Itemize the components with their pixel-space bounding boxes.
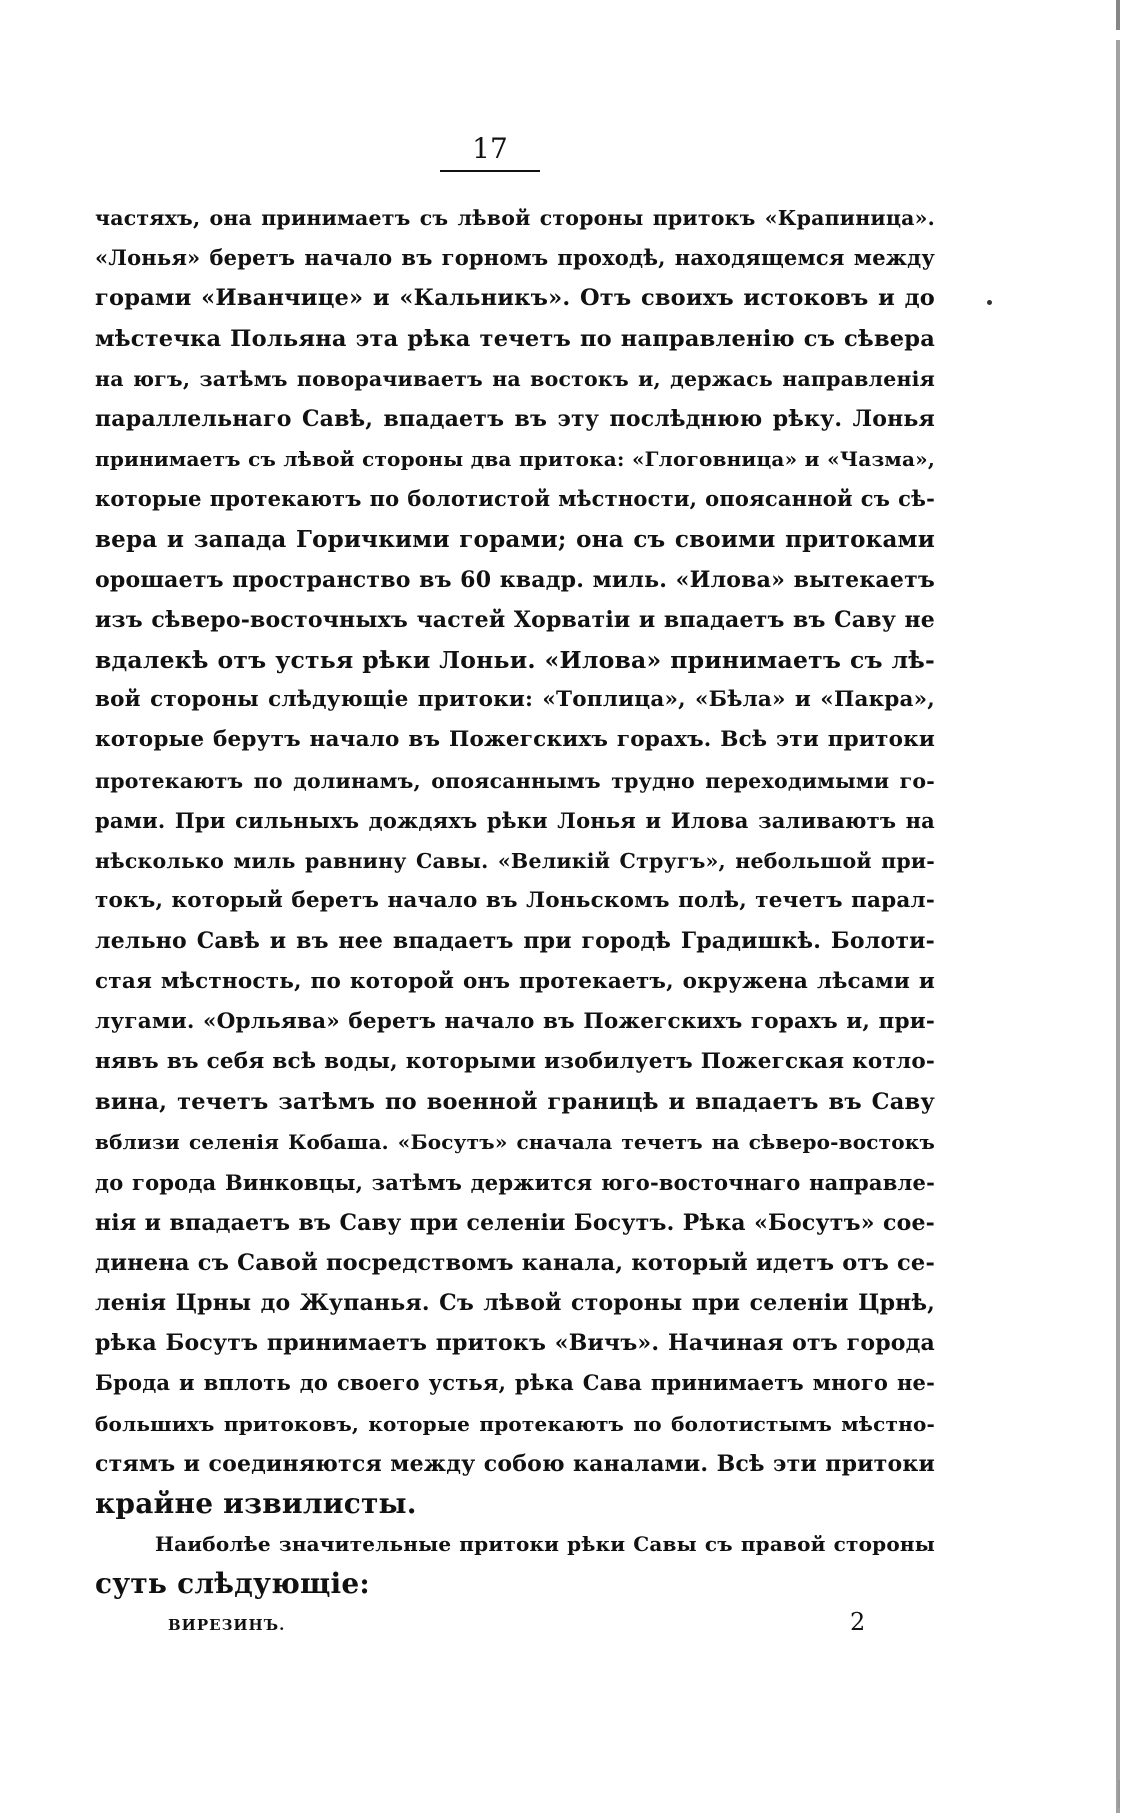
text-line: нѣсколько миль равнину Савы. «Великій Стругъ», небольшой при-	[95, 849, 935, 873]
text-line: принимаетъ съ лѣвой стороны два притока: «Глоговница» и «Чазма»,	[95, 447, 935, 472]
text-line: вблизи селенія Кобаша. «Босутъ» сначала течетъ на сѣверо-востокъ	[95, 1130, 935, 1155]
text-line: орошаетъ пространство въ 60 квадр. миль. «Илова» вытекаетъ	[95, 566, 935, 593]
text-line: ленія Црны до Жупанья. Съ лѣвой стороны при селеніи Црнѣ,	[95, 1290, 935, 1317]
text-line: мѣстечка Польяна эта рѣка течетъ по направленію съ сѣвера	[95, 325, 935, 352]
text-line: стая мѣстность, по которой онъ протекаетъ, окружена лѣсами и	[95, 968, 935, 994]
text-line: протекаютъ по долинамъ, опоясаннымъ трудно переходимыми го-	[95, 768, 935, 793]
text-line: «Лонья» беретъ начало въ горномъ проходѣ, находящемся между	[95, 245, 935, 271]
text-line: Брода и вплоть до своего устья, рѣка Сава принимаетъ много не-	[95, 1370, 935, 1396]
text-line: которые протекаютъ по болотистой мѣстности, опоясанной съ сѣ-	[95, 486, 935, 512]
text-line: стямъ и соединяются между собою каналами. Всѣ эти притоки	[95, 1450, 935, 1477]
text-line: вера и запада Горичкими горами; она съ своими притоками	[95, 525, 935, 553]
text-line: лельно Савѣ и въ нее впадаетъ при городѣ Градишкѣ. Болоти-	[95, 928, 935, 955]
text-line: крайне извилисты.	[95, 1487, 417, 1520]
body-text	[95, 198, 935, 1605]
page-number: 17	[472, 132, 508, 165]
text-line: горами «Иванчице» и «Кальникъ». Отъ своихъ истоковъ и до	[95, 285, 935, 312]
text-line: изъ сѣверо-восточныхъ частей Хорватіи и впадаетъ въ Саву не	[95, 606, 935, 633]
text-line: лугами. «Орльява» беретъ начало въ Пожегскихъ горахъ и, при-	[95, 1008, 935, 1034]
text-line: большихъ притоковъ, которые протекаютъ по болотистымъ мѣстно-	[95, 1411, 935, 1436]
text-line: вдалекѣ отъ устья рѣки Лоньи. «Илова» принимаетъ съ лѣ-	[95, 646, 935, 675]
text-line: рѣка Босутъ принимаетъ притокъ «Вичъ». Начиная отъ города	[95, 1330, 935, 1357]
text-line: вина, течетъ затѣмъ по военной границѣ и впадаетъ въ Саву	[95, 1089, 935, 1116]
text-line: нявъ въ себя всѣ воды, которыми изобилуетъ Пожегская котло-	[95, 1048, 935, 1074]
text-line: частяхъ, она принимаетъ съ лѣвой стороны притокъ «Крапиница».	[95, 206, 935, 230]
scan-mark	[1118, 1780, 1120, 1808]
text-line: Наиболѣе значительные притоки рѣки Савы съ правой стороны	[155, 1532, 935, 1557]
text-line: суть слѣдующіе:	[95, 1567, 370, 1601]
sheet-number: 2	[850, 1608, 866, 1636]
text-line: параллельнаго Савѣ, впадаетъ въ эту послѣднюю рѣку. Лонья	[95, 405, 935, 432]
scan-speck	[987, 300, 992, 305]
page-number-rule	[440, 170, 540, 172]
text-line: нія и впадаетъ въ Саву при селеніи Босутъ. Рѣка «Босутъ» сое-	[95, 1209, 935, 1236]
text-line: динена съ Савой посредствомъ канала, который идетъ отъ се-	[95, 1249, 935, 1276]
text-line: рами. При сильныхъ дождяхъ рѣки Лонья и Илова заливаютъ на	[95, 807, 935, 833]
scan-edge-shadow	[1116, 0, 1120, 1813]
text-line: вой стороны слѣдующіе притоки: «Топлица», «Бѣла» и «Пакра»,	[95, 687, 935, 713]
text-line: на югъ, затѣмъ поворачиваетъ на востокъ и, держась направленія	[95, 366, 935, 391]
text-line: которые берутъ начало въ Пожегскихъ горахъ. Всѣ эти притоки	[95, 727, 935, 753]
text-line: до города Винковцы, затѣмъ держится юго-восточнаго направле-	[95, 1169, 935, 1195]
signature-mark: ВИРЕЗИНЪ.	[168, 1616, 286, 1634]
text-line: токъ, который беретъ начало въ Лоньскомъ полѣ, течетъ парал-	[95, 888, 935, 914]
